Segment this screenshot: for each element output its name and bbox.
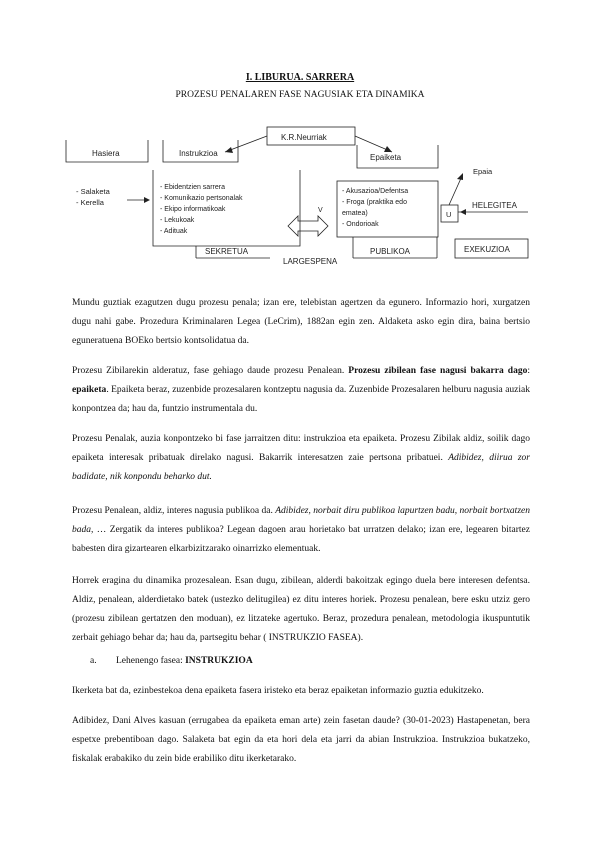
document-title: I. LIBURUA. SARRERA bbox=[245, 72, 355, 83]
middle-list-item: - Ebidentzien sarrera bbox=[160, 184, 225, 191]
instrukzioa-label: Instrukzioa bbox=[179, 149, 218, 158]
paragraph-2-bold: epaiketa bbox=[72, 385, 107, 395]
section-heading-label: a. bbox=[90, 656, 97, 666]
paragraph-3 bbox=[72, 430, 530, 487]
largespena-label: LARGESPENA bbox=[283, 257, 338, 266]
paragraph-3-italic: Adibidez, diirua zor badidate, nik konpondu beharko dut. bbox=[72, 453, 530, 482]
left-list-item: - Kerella bbox=[76, 198, 104, 207]
paragraph-4 bbox=[72, 502, 530, 559]
right-list-item: - Akusazioa/Defentsa bbox=[342, 188, 409, 195]
paragraph-2-part: : bbox=[527, 366, 530, 376]
hasiera-label: Hasiera bbox=[92, 149, 120, 158]
paragraph-7: Adibidez, Dani Alves kasuan (errugabea da epaiketa eman arte) zein fasetan daude? (30-01-2023) Hastapenetan, bera espetxe prebentiboan dago. Salaketa bat egin da eta hori dela eta jarri da abian Instrukzioa. Instrukzioa bukatzeko, fiskalak erabakiko du zein bide erabiliko ditu ikerketarako. bbox=[72, 716, 530, 764]
arrowhead-helegitea bbox=[460, 209, 466, 215]
arrowhead-kr-left bbox=[225, 147, 233, 153]
middle-list-item: - Komunikazio pertsonalak bbox=[160, 195, 243, 202]
paragraph-2-part: . Epaiketa beraz, zuzenbide prozesalaren kontzeptu nagusia da. Zuzenbide Prozesalaren helburu nagusia auziak konpontzea da; hau da, funtzio instrumentala du. bbox=[72, 385, 530, 414]
arrowhead-left-middle bbox=[144, 197, 150, 203]
paragraph-3-part: Prozesu Penalak, auzia konpontzeko bi fase jarraitzen ditu: instrukzioa eta epaiketa. Prozesu Zibilak aldiz, soilik dago epaiketa interesak pribatuak direlako nagusi. Bakarrik interesatzen zaie pertsona pribatuei. bbox=[72, 434, 530, 463]
right-list-item: ematea) bbox=[342, 210, 368, 217]
paragraph-4-part: … Zergatik da interes publikoa? Legean dagoen arau horietako bat urratzen delako; izan ere, legearen bitartez babesten dira gizartearen elkarbizitzarako oinarrizko elementuak. bbox=[72, 525, 530, 554]
publikoa-label: PUBLIKOA bbox=[370, 247, 411, 256]
document-subtitle: PROZESU PENALAREN FASE NAGUSIAK ETA DINAMIKA bbox=[175, 90, 425, 100]
epaiketa-label: Epaiketa bbox=[370, 153, 402, 162]
arrowhead-epaia bbox=[457, 173, 463, 180]
right-list-item: - Froga (praktika edo bbox=[342, 199, 407, 206]
middle-list-item: - Lekukoak bbox=[160, 217, 195, 224]
kr-neurriak-label: K.R.Neurriak bbox=[281, 133, 327, 142]
left-list-item: - Salaketa bbox=[76, 187, 110, 196]
helegitea-label: HELEGITEA bbox=[472, 201, 517, 210]
right-list-item: - Ondorioak bbox=[342, 221, 379, 228]
paragraph-2-part: Prozesu Zibilarekin alderatuz, fase gehiago daude prozesu Penalean. bbox=[72, 366, 349, 376]
epaia-label: Epaia bbox=[473, 167, 493, 176]
arrow-to-epaia bbox=[449, 176, 462, 205]
sekretua-label: SEKRETUA bbox=[205, 247, 249, 256]
section-heading bbox=[90, 656, 253, 666]
section-heading-bold: INSTRUKZIOA bbox=[185, 656, 253, 666]
paragraph-6: Ikerketa bat da, ezinbestekoa dena epaiketa fasera iristeko eta beraz epaiketan informazio guztia edukitzeko. bbox=[72, 686, 484, 696]
process-diagram bbox=[0, 0, 600, 290]
exekuzioa-label: EXEKUZIOA bbox=[464, 245, 510, 254]
paragraph-5: Horrek eragina du dinamika prozesalean. Esan dugu, zibilean, alderdi bakoitzak egingo duela bere interesen defentsa. Aldiz, penalean, alderdietako batek (ustezko delitugilea) ez ditu interes horiek. Prozesu penalean, bere esku utziz gero (prozesu zibilean gertatzen den moduan), ez litzateke agertuko. Beraz, prozedura penalean, metodologia ikuspuntutik zerbait gehiago behar da; hau da, partsegitu behar ( INSTRUKZIO FASEA). bbox=[72, 576, 530, 643]
section-heading-text: Lehenengo fasea: bbox=[116, 656, 186, 666]
paragraph-1: Mundu guztiak ezagutzen dugu prozesu penala; izan ere, telebistan agertzen da egunero. Informazio hori, xurgatzen dugu nahi gabe. Prozedura Kriminalaren Legea (LeCrim), 1882an egin zen. Aldaketa asko egin dira, baina bertsio eguneratuena BOEko bertsio kontsolidatua da. bbox=[72, 298, 530, 346]
double-arrow bbox=[288, 216, 328, 236]
paragraph-2 bbox=[72, 362, 530, 419]
paragraph-2-bold: Prozesu zibilean fase nagusi bakarra dago bbox=[348, 366, 528, 376]
middle-list-item: - Ekipo informatikoak bbox=[160, 206, 226, 213]
paragraph-4-italic: Adibidez, norbait diru publikoa lapurtzen badu, norbait bortxatzen bada, bbox=[72, 506, 530, 535]
u-label: U bbox=[446, 210, 452, 219]
arrow-label: V bbox=[318, 207, 323, 214]
middle-list-item: - Adituak bbox=[160, 228, 188, 235]
paragraph-4-part: Prozesu Penalean, aldiz, interes nagusia publikoa da. bbox=[72, 506, 276, 516]
